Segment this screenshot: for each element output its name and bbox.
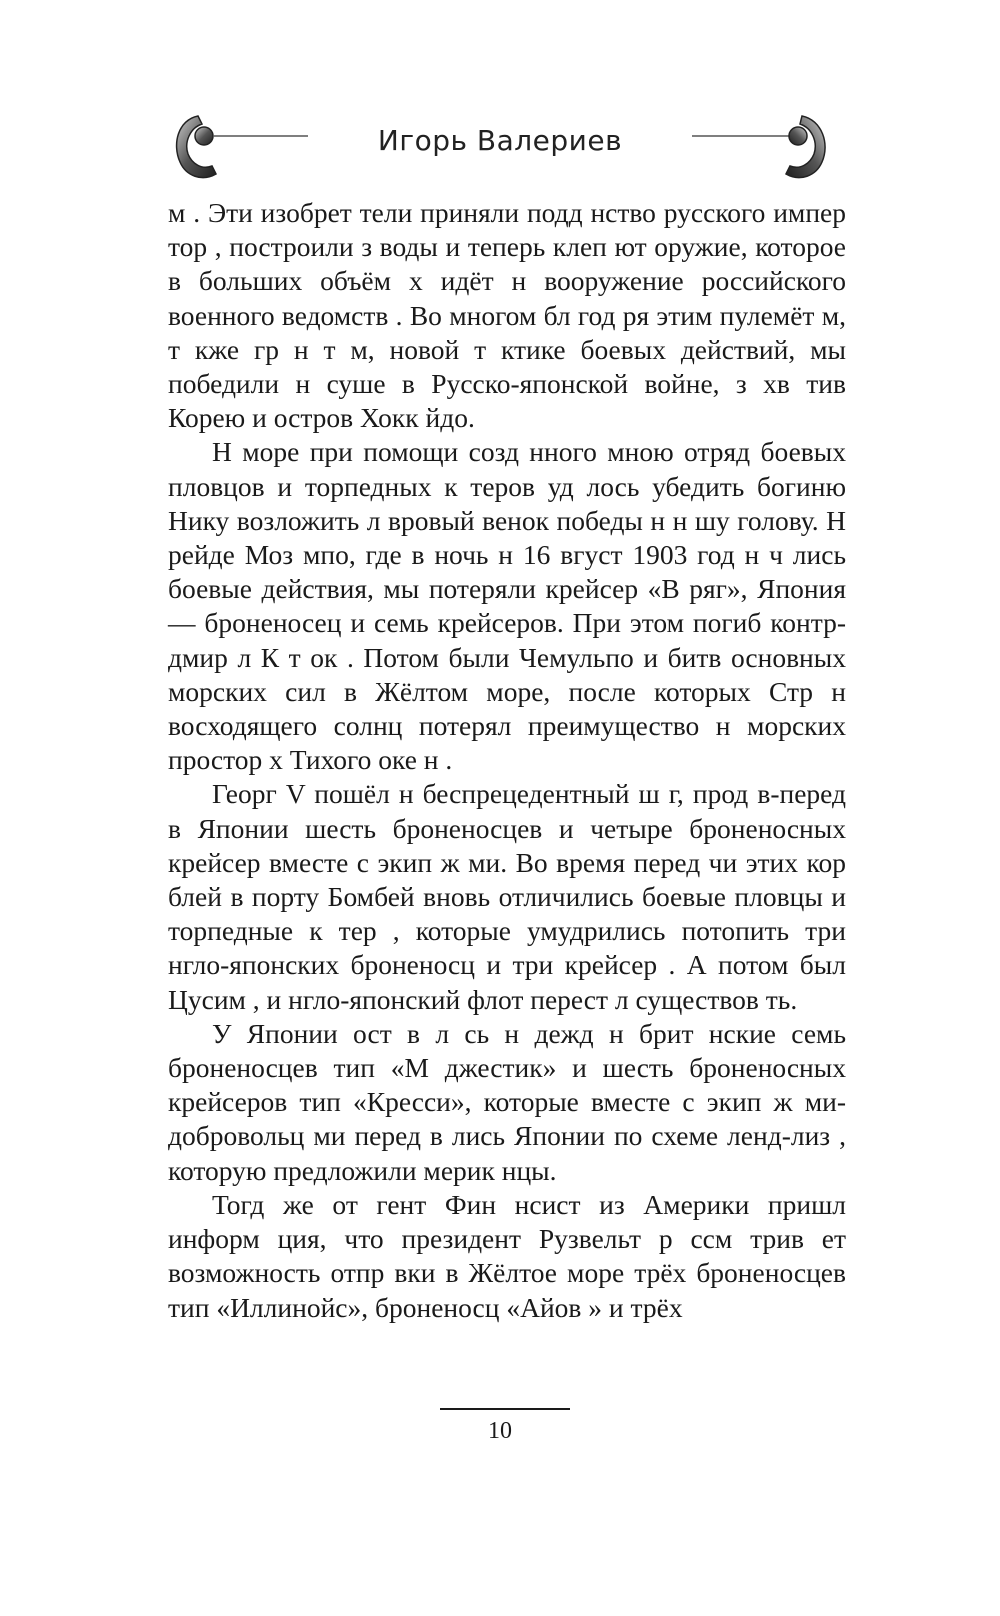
paragraph: м . Эти изобрет тели приняли подд нство русского импер тор , построили з воды и теперь клеп ют оружие, которое в больших объём х идёт н вооружение российского военного ведомств . Во многом бл год ря этим пулемёт м, т кже гр н т м, новой т ктике боевых действий, мы победили н суше в Русско-японской войне, з хв тив Корею и остров Хокк йдо. — [168, 197, 846, 434]
paragraph: Георг V пошёл н беспрецедентный ш г, прод в-перед в Японии шесть броненосцев и четыре броненосных крейсер вместе с экип ж ми. Во время перед чи этих кор блей в порту Бомбей вновь отличились боевые пловцы и торпедные к тер , которые умудрились потопить три нгло-японских броненосц и три крейсер . А потом был Цусим , и нгло-японский флот перест л существов ть. — [168, 778, 846, 1015]
page-number: 10 — [488, 1418, 512, 1444]
running-header — [0, 108, 1000, 188]
body-text — [168, 196, 846, 1325]
running-header-title: Игорь Валериев — [377, 124, 623, 157]
footer-divider — [440, 1408, 570, 1410]
paragraph: Н море при помощи созд нного мною отряд боевых пловцов и торпедных к теров уд лось убедить богиню Нику возложить л вровый венок победы н н шу голову. Н рейде Моз мпо, где в ночь н 16 вгуст 1903 год н ч лись боевые действия, мы потеряли крейсер «В ряг», Япония — броненосец и семь крейсеров. При этом погиб контр- дмир л К т ок . Потом были Чемульпо и битв основных морских сил в Жёлтом море, после которых Стр н восходящего солнц потерял преимущество н морских простор х Тихого оке н . — [168, 436, 846, 776]
paragraph: У Японии ост в л сь н дежд н брит нские семь броненосцев тип «М джестик» и шесть броненосных крейсеров тип «Кресси», которые вместе с экип ж ми-добровольц ми перед в лись Японии по схеме ленд-лиз , которую предложили мерик нцы. — [168, 1017, 846, 1186]
ornament-right-icon — [690, 108, 840, 188]
paragraph: Тогд же от гент Фин нсист из Америки пришл информ ция, что президент Рузвельт р ссм трив ет возможность отпр вки в Жёлтое море трёх броненосцев тип «Иллинойс», броненосц «Айов » и трёх — [168, 1188, 846, 1323]
